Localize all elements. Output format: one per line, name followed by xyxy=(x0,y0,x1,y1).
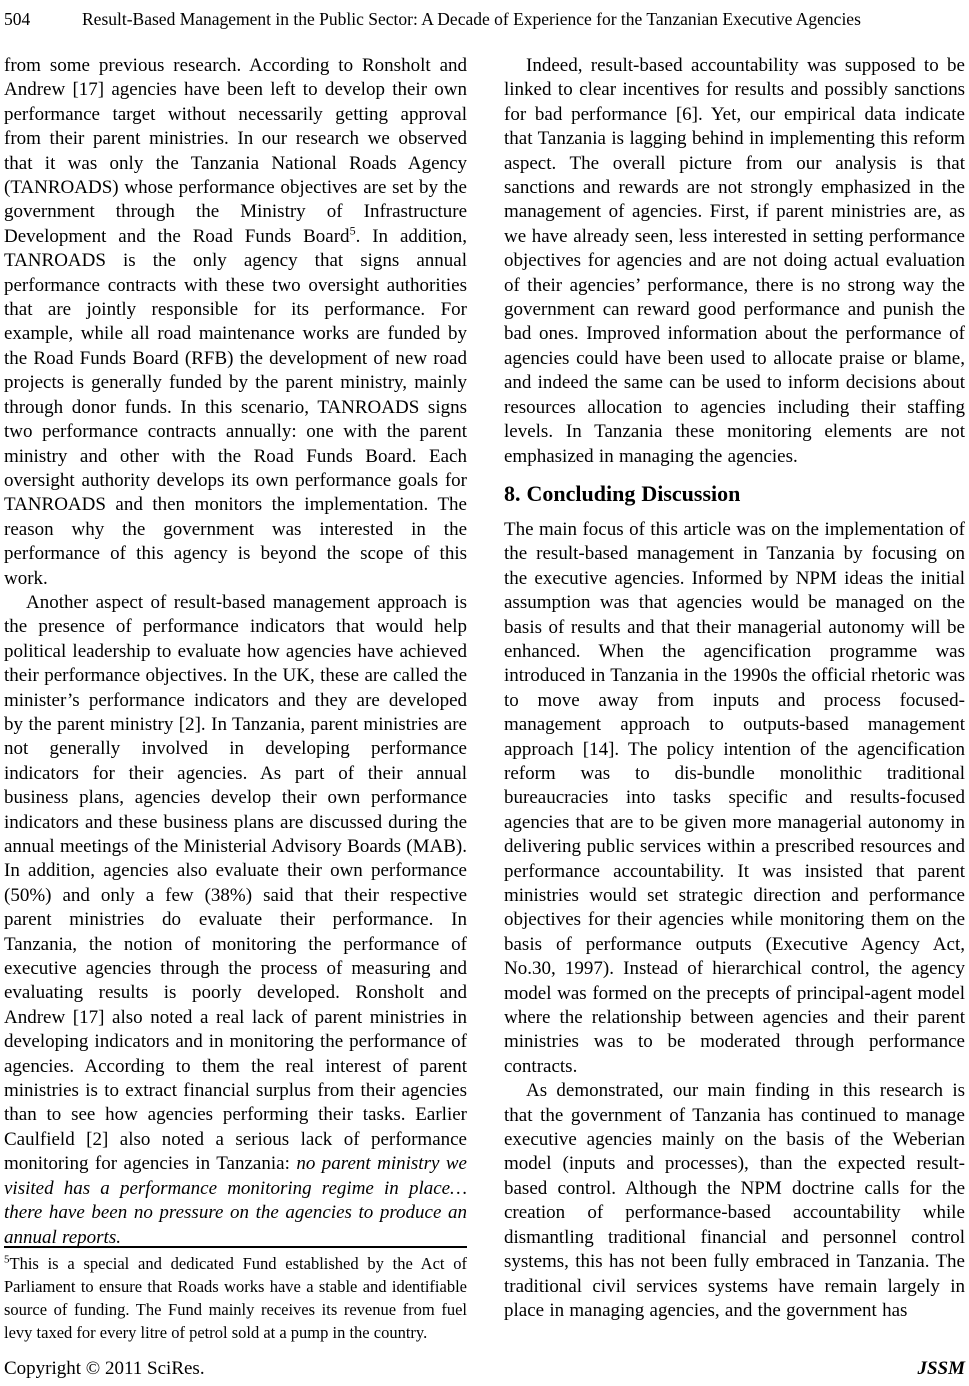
footnote-rule xyxy=(4,1246,467,1248)
footnote-marker: 5 xyxy=(4,1253,10,1266)
paragraph-text: . In addition, TANROADS is the only agency that signs annual performance contracts with these two oversight authorities that are jointly responsible for its performance. For example, while all road maintenance works are funded by the Road Funds Board (RFB) the development of new road projects is generally funded by the parent ministry, mainly through donor funds. In this scenario, TANROADS signs two performance contracts annually: one with the parent ministry and other with the Road Funds Board. Each oversight authority develops its own performance goals for TANROADS and then monitors the implementation. The reason why the government was interested in the performance of this agency is beyond the scope of this work. xyxy=(4,225,467,589)
running-title: Result-Based Management in the Public Sector: A Decade of Experience for the Tanzanian Executive Agencies xyxy=(82,9,861,29)
paragraph-text: Another aspect of result-based management approach is the presence of performance indicators that would help political leadership to evaluate how agencies have achieved their performance objectives. In the UK, these are called the minister’s performance indicators and they are developed by the parent ministry [2]. In Tanzania, parent ministries are not generally involved in developing performance indicators for their agencies. As part of their annual business plans, agencies develop their own performance indicators and these business plans are discussed during the annual meetings of the Ministerial Advisory Boards (MAB). In addition, agencies also evaluate their own performance (50%) and only a few (38%) said that their respective parent ministries do evaluate their performance. In Tanzania, the notion of monitoring the performance of executive agencies through the process of measuring and evaluating results is poorly developed. Ronsholt and Andrew [17] also noted a real lack of parent ministries in developing indicators and in monitoring the performance of agencies. According to them the real interest of parent ministries is to extract financial surplus from their agencies than to see how agencies performing their tasks. Earlier Caulfield [2] also noted a serious lack of performance monitoring for agencies in Tanzania: xyxy=(4,591,467,1175)
section-heading: 8. Concluding Discussion xyxy=(504,480,741,506)
journal-abbreviation: JSSM xyxy=(917,1358,965,1379)
paragraph-text: As demonstrated, our main finding in this research is that the government of Tanzania has continued to manage executive agencies mainly on the basis of the Weberian model (inputs and processes), than the expected result-based control. Although the NPM doctrine calls for the creation of performance-based accountability while dismantling traditional financial and personnel control systems, this has not been fully embraced in Tanzania. The traditional civil services systems have remain largely in place in managing agencies, and the government has xyxy=(504,1080,965,1321)
copyright-notice: Copyright © 2011 SciRes. xyxy=(4,1358,205,1379)
left-column xyxy=(4,54,467,1250)
paragraph xyxy=(504,1079,965,1323)
running-header xyxy=(4,7,965,31)
footnote-block xyxy=(4,1246,467,1344)
page-footer xyxy=(4,1356,965,1382)
paragraph-text: Indeed, result-based accountability was supposed to be linked to clear incentives for results and possibly sanctions for bad performance [6]. Yet, our empirical data indicate that Tanzania is lagging behind in implementing this reform aspect. The overall picture from our analysis is that sanctions and rewards are not strongly emphasized in the management of agencies. First, if parent ministries are, as we have already seen, less interested in setting performance objectives for agencies and are not doing actual evaluation of their agencies’ performance, there is no strong way the government can reward good performance and punish the bad ones. Improved information about the performance of agencies could have been used to allocate praise or blame, and indeed the same can be used to inform decisions about resources allocation to agencies including their staffing levels. In Tanzania these monitoring elements are not emphasized in managing the agencies. xyxy=(504,55,965,467)
page-number: 504 xyxy=(4,9,31,29)
paragraph xyxy=(504,54,965,469)
footnote-text: This is a special and dedicated Fund established by the Act of Parliament to ensure that Roads works have a stable and identifiable source of funding. The Fund mainly receives its revenue from fuel levy taxed for every litre of petrol sold at a pump in the country. xyxy=(4,1254,467,1342)
footnote xyxy=(4,1252,467,1344)
quoted-italic-text: no parent ministry we visited has a performance monitoring regime in place…there have been no pressure on the agencies to produce an annual reports. xyxy=(4,1153,467,1248)
paragraph xyxy=(4,591,467,1250)
right-column xyxy=(504,54,965,1323)
paragraph-text: from some previous research. According to Ronsholt and Andrew [17] agencies have been left to develop their own performance target without necessarily getting approval from their parent ministries. In our research we observed that it was only the Tanzania National Roads Agency (TANROADS) whose performance objectives are set by the government through the Ministry of Infrastructure Development and the Road Funds Board xyxy=(4,55,467,247)
paragraph-text: The main focus of this article was on the implementation of the result-based management in Tanzania by focusing on the executive agencies. Informed by NPM ideas the initial assumption was that agencies would be managed on the basis of results and that their managerial autonomy will be enhanced. When the agencification programme was introduced in Tanzania in the 1990s the official rhetoric was to move away from inputs and process focused-management approach to outputs-based management approach [14]. The policy intention of the agencification reform was to dis-bundle monolithic traditional bureaucracies into tasks specific and results-focused agencies that are to be given more managerial autonomy in delivering public services within a prescribed resources and performance accountability. It was insisted that parent ministries would set strategic direction and performance objectives for their agencies while monitoring them on the basis of performance outputs (Executive Agency Act, No.30, 1997). Instead of hierarchical control, the agency model was formed on the precepts of principal-agent model where the relationship between agencies and their parent ministries was to be moderated through performance contracts. xyxy=(504,518,965,1077)
paragraph xyxy=(504,518,965,1079)
paragraph-continuation xyxy=(4,54,467,591)
footnote-reference: 5 xyxy=(349,223,356,238)
